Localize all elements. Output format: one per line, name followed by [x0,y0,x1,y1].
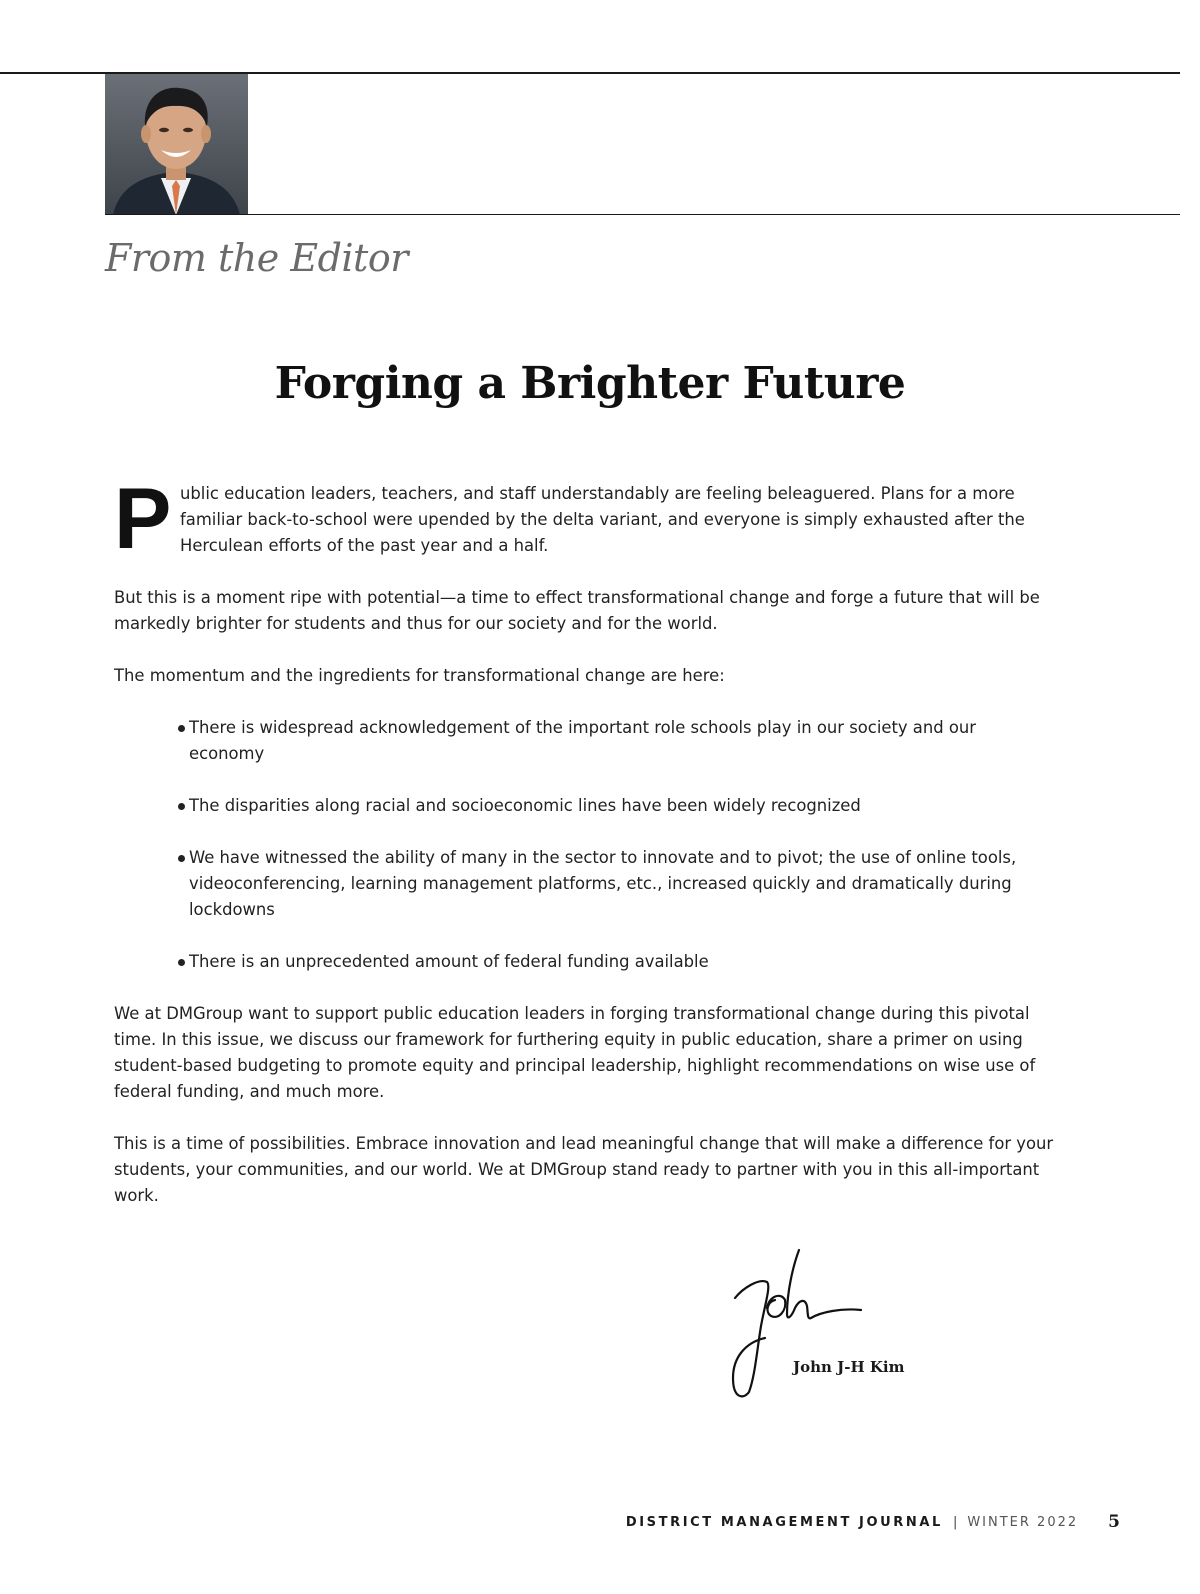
editor-photo [105,74,248,215]
handwritten-signature [725,1238,875,1403]
article-title: Forging a Brighter Future [274,358,906,409]
article-body [114,471,1054,1235]
page-footer [626,1512,1120,1532]
body-paragraph: The momentum and the ingredients for transformational change are here: [114,666,725,685]
body-paragraph: We at DMGroup want to support public education leaders in forging transformational change during this pivotal time. In this issue, we discuss our framework for furthering equity in public education, share a primer on using student-based budgeting to promote equity and principal leadership, highlight recommendations on wise use of federal funding, and much more. [114,1004,1036,1101]
bullet-item [176,793,1054,819]
bullet-icon [178,803,185,810]
section-label: From the Editor [105,236,408,280]
lead-text: ublic education leaders, teachers, and staff understandably are feeling beleaguered. Plans for a more familiar back-to-school were upended by the delta variant, and everyone is simply exhausted after the Herculean efforts of the past year and a half. [180,484,1025,555]
bullet-list [114,715,1054,975]
bullet-text: The disparities along racial and socioeconomic lines have been widely recognized [189,796,861,815]
publication-name: DISTRICT MANAGEMENT JOURNAL [625,1514,943,1530]
bullet-icon [178,959,185,966]
bullet-item [176,949,1054,975]
signer-name: John J-H Kim [793,1358,905,1376]
lead-paragraph [114,471,1054,567]
page-number: 5 [1108,1512,1120,1532]
bullet-item [176,845,1054,923]
bullet-text: There is an unprecedented amount of federal funding available [189,952,709,971]
issue-label: WINTER 2022 [967,1514,1079,1530]
body-paragraph: This is a time of possibilities. Embrace innovation and lead meaningful change that will make a difference for your students, your communities, and our world. We at DMGroup stand ready to partner with you in this all-important work. [114,1134,1054,1205]
drop-cap: P [114,471,172,567]
bullet-item [176,715,1054,767]
photo-rule [105,214,1180,215]
footer-separator: | [952,1514,958,1530]
body-paragraph: But this is a moment ripe with potential—a time to effect transformational change and forge a future that will be markedly brighter for students and thus for our society and for the world. [114,588,1040,633]
bullet-icon [178,855,185,862]
bullet-text: There is widespread acknowledgement of the important role schools play in our society and our economy [189,718,976,763]
bullet-icon [178,725,185,732]
bullet-text: We have witnessed the ability of many in the sector to innovate and to pivot; the use of online tools, videoconferencing, learning management platforms, etc., increased quickly and dramatically during lockdowns [189,848,1017,919]
